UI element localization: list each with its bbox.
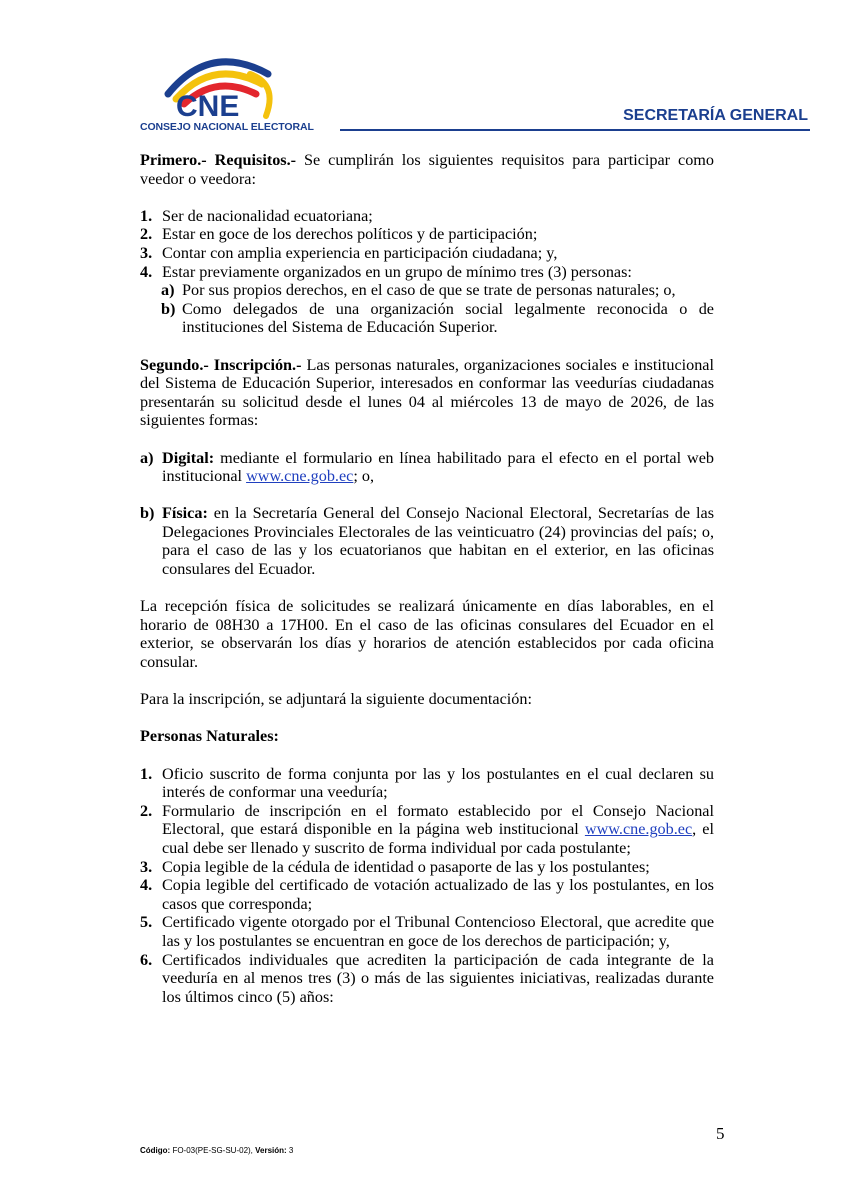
section-title: SECRETARÍA GENERAL xyxy=(623,107,808,124)
list-item: 3. Copia legible de la cédula de identidad o pasaporte de las y los postulantes; xyxy=(140,857,650,876)
list-item: 5. Certificado vigente otorgado por el Tribunal Contencioso Electoral, que acredite que las y los postulantes se encuentran en goce de los derechos de participación; y, xyxy=(140,913,714,950)
fisica-label: Física: xyxy=(162,504,208,523)
version-label: Versión: xyxy=(255,1146,287,1155)
digital-option: a) Digital: mediante el formulario en línea habilitado para el efecto en el portal web institucional www.cne.gob.ec; o, xyxy=(140,448,714,486)
header-divider xyxy=(340,129,810,131)
digital-label: Digital: xyxy=(162,448,215,467)
code-value: FO-03(PE-SG-SU-02), xyxy=(170,1146,256,1155)
segundo-paragraph xyxy=(140,356,714,430)
cne-website-link[interactable]: www.cne.gob.ec xyxy=(246,467,354,486)
list-item: 2. Formulario de inscripción en el formato establecido por el Consejo Nacional Electoral, que estará disponible en la página web institucional www.cne.gob.ec, el cual debe ser llenado y suscrito de forma individual por cada postulante; xyxy=(140,801,714,857)
cne-logo-text: CNE xyxy=(176,90,240,123)
primero-label: Primero.- xyxy=(140,151,207,169)
page-header xyxy=(0,0,848,140)
code-label: Código: xyxy=(140,1146,171,1155)
primero-intro: Se cumplirán los siguientes requisitos para participar como veedor o veedora: xyxy=(140,151,714,188)
fisica-option: b) Física: en la Secretaría General del Consejo Nacional Electoral, Secretarías de las Delegaciones Provinciales Electorales de las veinticuatro (24) provincias del país; o, para el caso de las y los ecuatorianos que habitan en el exterior, en las oficinas consulares del Ecuador. xyxy=(140,504,714,579)
documentacion-paragraph: Para la inscripción, se adjuntará la siguiente documentación: xyxy=(140,690,532,709)
org-name: CONSEJO NACIONAL ELECTORAL xyxy=(140,121,314,133)
inscripcion-label: Inscripción.- xyxy=(213,355,302,374)
requisitos-label: Requisitos.- xyxy=(214,151,297,169)
list-item: 1. Oficio suscrito de forma conjunta por las y los postulantes en el cual declaren su interés de conformar una veeduría; xyxy=(140,764,714,802)
page-number: 5 xyxy=(716,1124,725,1143)
recepcion-paragraph: La recepción física de solicitudes se realizará únicamente en días laborables, en el horario de 08H30 a 17H00. En el caso de las oficinas consulares del Ecuador en el exterior, se observarán los días y horarios de atención establecidos por cada oficina consular. xyxy=(140,597,714,672)
cne-website-link[interactable]: www.cne.gob.ec xyxy=(584,820,693,839)
list-item: 4. Estar previamente organizados en un grupo de mínimo tres (3) personas: xyxy=(140,262,632,281)
sub-list-item: b) Como delegados de una organización social legalmente reconocida o de instituciones del Sistema de Educación Superior. xyxy=(161,299,714,337)
cne-logo xyxy=(138,44,313,136)
segundo-intro: Las personas naturales, organizaciones sociales e institucional del Sistema de Educación Superior, interesados en conformar las veedurías ciudadanas presentarán su solicitud desde el lunes 04 al miércoles 13 de mayo de 2026, de las siguientes formas: xyxy=(140,355,714,430)
list-item: 4. Copia legible del certificado de votación actualizado de las y los postulantes, en los casos que corresponda; xyxy=(140,876,714,913)
segundo-label: Segundo.- xyxy=(140,355,209,374)
document-footer xyxy=(140,1146,293,1155)
list-item: 3. Contar con amplia experiencia en participación ciudadana; y, xyxy=(140,243,558,262)
primero-paragraph xyxy=(140,151,714,188)
sub-list-item: a) Por sus propios derechos, en el caso de que se trate de personas naturales; o, xyxy=(161,281,676,300)
list-item: 2. Estar en goce de los derechos políticos y de participación; xyxy=(140,225,538,244)
version-value: 3 xyxy=(286,1146,294,1155)
list-item: 6. Certificados individuales que acrediten la participación de cada integrante de la veeduría en al menos tres (3) o más de las siguientes iniciativas, realizadas durante los últimos cinco (5) años: xyxy=(140,950,714,1006)
personas-naturales-heading: Personas Naturales: xyxy=(140,727,279,746)
document-body xyxy=(140,151,714,1006)
cne-logo-graphic xyxy=(138,44,313,124)
list-item: 1. Ser de nacionalidad ecuatoriana; xyxy=(140,206,373,225)
